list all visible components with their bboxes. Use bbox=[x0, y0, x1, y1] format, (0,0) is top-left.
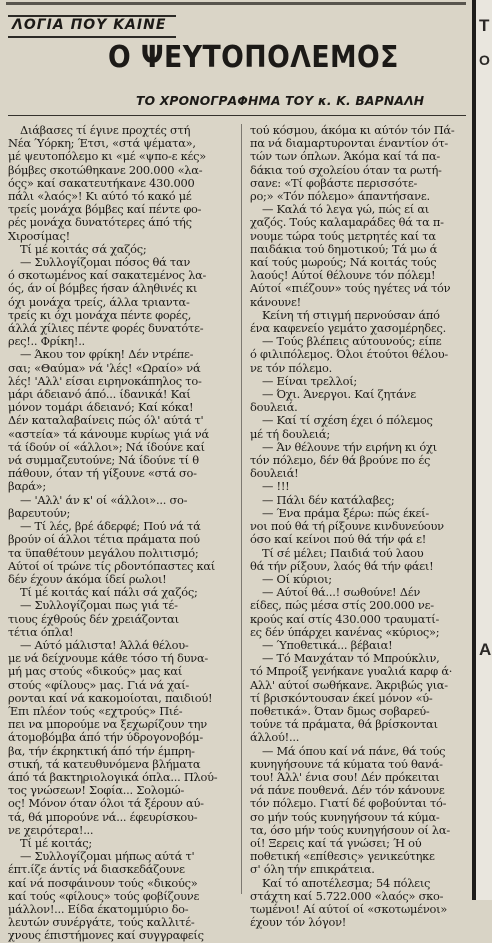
text-line: Έπι πλέον τούς «εχτρούς» Πιέ- bbox=[8, 703, 183, 718]
text-line: κάνουνε! bbox=[250, 294, 301, 309]
text-line: μόνον τομάρι άδειανό; Καί κόκα! bbox=[8, 400, 194, 415]
text-line: τών των όπλων. Άκόμα καί τά πα- bbox=[250, 149, 440, 164]
text-line: έχουν τόν λόγον! bbox=[250, 915, 347, 930]
text-line: Αύτοί «πιέζουν» τούς ηγέτες νά τόν bbox=[250, 281, 451, 296]
text-line: — Τούς βλέπεις αύτουνούς; είπε bbox=[262, 334, 442, 349]
text-line: Τί μέ κοιτάς; bbox=[20, 835, 93, 850]
text-line: του! Άλλ' ένια σου! Δέν πρόκειται bbox=[250, 769, 440, 784]
text-line: όχι μονάχα τρείς, άλλα τριαντα- bbox=[8, 294, 190, 309]
text-line: — Καλά τό λεγα γώ, πώς εί αι bbox=[262, 202, 430, 217]
text-line: οί! Ξερεις καί τά γνώσει; Ή ού bbox=[250, 835, 422, 850]
text-line: καί νά ποσφάινουν τούς «δικούς» bbox=[8, 875, 198, 890]
text-line: άλλού!... bbox=[250, 730, 300, 745]
top-rule bbox=[6, 2, 466, 5]
text-line: — Ύποθετικά... βέβαια! bbox=[262, 637, 393, 652]
text-line: μή μας στούς «δικούς» μας καί bbox=[8, 664, 183, 679]
article-column-left bbox=[8, 124, 220, 943]
article-column-right bbox=[250, 124, 462, 929]
text-line: Καί τό αποτέλεσμα; 54 πόλεις bbox=[262, 875, 431, 890]
text-line: δουλειά! bbox=[250, 466, 299, 481]
text-line: τέτια όπλα! bbox=[8, 624, 74, 639]
text-line: τα ϋπαθέτουν μεγάλου πολιτισμό; bbox=[8, 545, 199, 560]
text-line: μέ τή δουλειά; bbox=[250, 426, 330, 441]
text-line: Χιροσίμας! bbox=[8, 228, 70, 243]
text-line: βαρευτούν; bbox=[8, 505, 71, 520]
text-line: χαζός. Τούς καλαμαράδες θά τα π- bbox=[250, 215, 444, 230]
text-line: δάκια τού σχολείου όταν τα ρωτή- bbox=[250, 162, 442, 177]
text-line: τούνε τά πράματα, θά βρίσκονται bbox=[250, 717, 438, 732]
text-line: τού κόσμου, άκόμα κι αύτόν τόν Πά- bbox=[250, 123, 455, 137]
text-line: — Αύτοί θά...! σωθούνε! Δέν bbox=[262, 585, 421, 600]
text-line: παιδάκια τού δημοτικού; Τά μω ά bbox=[250, 241, 438, 256]
text-line: Τί μέ κοιτάς καί πάλι σά χαζός; bbox=[20, 585, 198, 600]
text-line: νουμε τώρα τούς μετρητές καί τα bbox=[250, 228, 436, 243]
text-line: μέ ψευτοπόλεμο κι «μέ «ψπο-ε κές» bbox=[8, 149, 207, 164]
text-line: μάρι άδειανό άπό... ίδανικά! Καί bbox=[8, 387, 191, 402]
text-line: είδες, πώς μέσα στίς 200.000 νε- bbox=[250, 598, 434, 613]
text-line: — !!! bbox=[262, 479, 290, 494]
text-line: ένα καφενείο γεμάτο χασομέρηδες. bbox=[250, 321, 446, 336]
text-line: όσο καί κείνοι πού θά τήν φά ε! bbox=[250, 532, 427, 547]
text-line: άλλά χίλιες πέντε φορές δυνατότε- bbox=[8, 321, 204, 336]
text-line: άπό τά βακτηριολογικά όπλα... Πλού- bbox=[8, 769, 218, 784]
text-line: — 'Αλλ' άν κ' οί «άλλοι»... σο- bbox=[20, 492, 188, 507]
text-line: ός, άν οί βόμβες ήσαν άληθινές κι bbox=[8, 281, 198, 296]
text-line: σο μήν τούς κυνηγήσουν τά κύμα- bbox=[250, 809, 440, 824]
text-line: — Όχι. Άνεργοι. Καί ζητάνε bbox=[262, 387, 416, 402]
text-line: ρές μονάχα δυνατότερες άπό τής bbox=[8, 215, 192, 230]
text-line: νοι πού θά τή ρίξουνε κινδυνεύουν bbox=[250, 519, 444, 534]
text-line: τά, θά μπορούνε νά... έφευρίσκου- bbox=[8, 809, 198, 824]
text-line: κυνηγήσουνε τά κύματα τού θανά- bbox=[250, 756, 443, 771]
text-line: όςς» καί σακατευτήκανε 430.000 bbox=[8, 175, 195, 190]
text-line: νε χειρότερα!... bbox=[8, 822, 94, 837]
text-line: έπτ.ίζε άντίς νά διασκεδάζουνε bbox=[8, 862, 185, 877]
text-line: — Οί κύριοι; bbox=[262, 571, 332, 586]
text-line: νά συμμαζευτούνε; Νά ίδούνε τί θ bbox=[8, 453, 199, 468]
text-line: «αστεία» τά κάνουμε κυρίως γιά νά bbox=[8, 426, 209, 441]
text-line: Τί μέ κοιτάς σά χαζός; bbox=[20, 241, 147, 256]
text-line: τος γνώσεων! Σοφία... Σολομώ- bbox=[8, 783, 185, 798]
adjacent-page-edge bbox=[472, 0, 492, 900]
text-line: — Καί τί σχέση έχει ό πόλεμος bbox=[262, 413, 433, 428]
text-line: — Ένα πράμα ξέρω: πώς έκεί- bbox=[262, 505, 429, 520]
text-line: πάθουν, όταν τή γίξουνε «στά σο- bbox=[8, 466, 197, 481]
text-line: — Συλλογίζομαι πως γιά τέ- bbox=[20, 598, 178, 613]
page-edge-shadow bbox=[472, 0, 476, 900]
text-line: σαι; «Θαύμα» νά 'λές! «Ωραίο» νά bbox=[8, 360, 201, 375]
text-line: νά πάνε πουθενά. Δέν τόν κάνουνε bbox=[250, 783, 445, 798]
text-line: τρείς κι όχι μονάχα πέντε φορές, bbox=[8, 307, 192, 322]
text-line: κρούς καί στίς 430.000 τραυματί- bbox=[250, 611, 440, 626]
text-line: βόμβες σκοτώθηκανε 200.000 «λα- bbox=[8, 162, 203, 177]
header-rule bbox=[8, 115, 466, 116]
text-line: θά τήν ρίξουν, λαός θά τήν φάει! bbox=[250, 558, 434, 573]
text-line: ό φιλιπόλεμος. Όλοι έτούτοι θέλου- bbox=[250, 347, 448, 362]
text-line: — Πάλι δέν κατάλαβες; bbox=[262, 492, 395, 507]
text-line: ες δέν ύπάρχει κανένας «κύριος»; bbox=[250, 624, 440, 639]
text-line: σ' όλη τήν επικράτεια. bbox=[250, 862, 375, 877]
text-line: βα, τήν έκρηκτική άπό τήν έμπρη- bbox=[8, 743, 195, 758]
column-divider bbox=[241, 124, 242, 894]
text-line: τωμένοι! Αί αύτοί οί «σκοτωμένοι» bbox=[250, 901, 448, 916]
article-subtitle: ΤΟ ΧΡΟΝΟΓΡΑΦΗΜΑ ΤΟΥ κ. Κ. ΒΑΡΝΑΛΗ bbox=[136, 94, 425, 108]
text-line: δέν έχουν άκόμα ίδεί ρωλοι! bbox=[8, 571, 167, 586]
text-line: τόν πόλεμο. Γιατί δέ φοβούνται τό- bbox=[250, 796, 447, 811]
text-line: — Συλλογίζομαι μήπως αύτά τ' bbox=[20, 849, 195, 864]
text-line: άτομοβόμβα άπό τήν ύδρογονοβόμ- bbox=[8, 730, 203, 745]
text-line: ος! Μόνον όταν όλοι τά ξέρουν αύ- bbox=[8, 796, 204, 811]
text-line: πει να μπορούμε να ξεχωρίζουν την bbox=[8, 717, 207, 732]
column-rubric: ΛΟΓΙΑ ΠΟΥ ΚΑΙΝΕ bbox=[12, 17, 167, 33]
text-line: ρονται καί νά κακομοίοται, παιδιού! bbox=[8, 690, 213, 705]
text-line: λευτών συνέργάτε, τούς καλλιτέ- bbox=[8, 915, 195, 930]
text-line: Δέν καταλαβαίνεις πώς όλ' αύτά τ' bbox=[8, 413, 204, 428]
text-line: πα νά διαμαρτυρονται έναντίον ότ- bbox=[250, 136, 448, 151]
text-line: τόν πόλεμο, δέν θά βρούνε πο ές bbox=[250, 453, 431, 468]
text-line: — Συλλογίζομαι πόσος θά ταν bbox=[20, 255, 191, 270]
text-line: στούς «φίλους» μας. Γιά νά χαί- bbox=[8, 677, 190, 692]
edge-fragment-3: Α bbox=[479, 640, 492, 659]
text-line: μάλλον!... Είδα έκατομμύριο δο- bbox=[8, 901, 189, 916]
text-line: Διάβασες τί έγινε προχτές στή bbox=[20, 123, 191, 137]
text-line: νε τόν πόλεμο. bbox=[250, 360, 332, 375]
text-line: βαρά»; bbox=[8, 479, 46, 494]
text-line: στάχτη καί 5.722.000 «λαός» σκο- bbox=[250, 888, 444, 903]
text-line: χνους έπιστήμονες καί συγγραφείς bbox=[8, 928, 204, 943]
edge-fragment-1: Τ bbox=[479, 16, 490, 35]
text-line: τα, όσο μήν τούς κυνηγήσουν οί λα- bbox=[250, 822, 450, 837]
text-line: τιους έχθρούς δέν χρειάζονται bbox=[8, 611, 179, 626]
text-line: Αλλ' αύτοί σωθήκανε. Άκριβώς για- bbox=[250, 677, 448, 692]
text-line: — Τί λές, βρέ άδερφέ; Πού νά τά bbox=[20, 519, 201, 534]
text-line: καί τούς «φίλους» τούς φοβίζουνε bbox=[8, 888, 200, 903]
text-line: ρες!.. Φρίκη!.. bbox=[8, 334, 85, 349]
text-line: ρο;» «Τόν πόλεμο» άπαντήσανε. bbox=[250, 189, 430, 204]
text-line: με νά δείχνουμε κάθε τόσο τή δυνα- bbox=[8, 651, 209, 666]
edge-fragment-2: Ο bbox=[479, 52, 490, 68]
text-line: ό σκοτωμένος καί σακατεμένος λα- bbox=[8, 268, 207, 283]
text-line: Τί σέ μέλει; Παιδιά τού λαου bbox=[262, 545, 424, 560]
text-line: ποθετικά». Όταν δμως σοβαρεύ- bbox=[250, 703, 430, 718]
text-line: τό Μπροίξ γενήκανε γυαλιά καρφ ά· bbox=[250, 664, 453, 679]
text-line: ποθετική «επίθεσις» γενικεύτηκε bbox=[250, 849, 435, 864]
article-title: Ο ΨΕΥΤΟΠΟΛΕΜΟΣ bbox=[108, 40, 399, 75]
text-line: τί βρισκόντουσαν έκεί μόνον «ύ- bbox=[250, 690, 433, 705]
text-line: τά ίδούν οί «άλλοι»; Νά ίδούνε καί bbox=[8, 439, 205, 454]
text-line: — Άκου τον φρίκη! Δέν ντρέπε- bbox=[20, 347, 194, 362]
text-line: Κείνη τή στιγμή περνούσαν άπό bbox=[262, 307, 440, 322]
text-line: βρούν οί άλλοι τέτια πράματα πού bbox=[8, 532, 200, 547]
text-line: — Άν θέλουνε τήν ειρήνη κι όχι bbox=[262, 439, 437, 454]
text-line: — Μά όπου καί νά πάνε, θά τούς bbox=[262, 743, 446, 758]
text-line: Νέα Ύόρκη; Έτσι, «στά ψέματα», bbox=[8, 136, 196, 151]
text-line: — Τό Μανχάταν τό Μπρούκλιν, bbox=[262, 651, 440, 666]
text-line: σανε: «Τί φοβάστε περισσότε- bbox=[250, 175, 418, 190]
text-line: λαούς! Αύτοί θέλουνε τόν πόλεμ! bbox=[250, 268, 436, 283]
text-line: — Είναι τρελλοί; bbox=[262, 373, 357, 388]
text-line: τρείς μονάχα βόμβες καί πέντε φο- bbox=[8, 202, 202, 217]
text-line: στική, τά κατευθυνόμενα βλήματα bbox=[8, 756, 201, 771]
text-line: λές! 'Αλλ' είσαι ειρηνοκάπηλος το- bbox=[8, 373, 202, 388]
text-line: — Αύτό μάλιστα! Άλλά θέλου- bbox=[20, 637, 189, 652]
text-line: πάλι «λαός»! Κι αύτό τό κακό μέ bbox=[8, 189, 192, 204]
text-line: καί τούς μωρούς; Νά κοιτάς τούς bbox=[250, 255, 437, 270]
text-line: Αύτοί οί τρώνε τίς ρδοντόπαστες καί bbox=[8, 558, 216, 573]
text-line: δουλειά. bbox=[250, 400, 298, 415]
